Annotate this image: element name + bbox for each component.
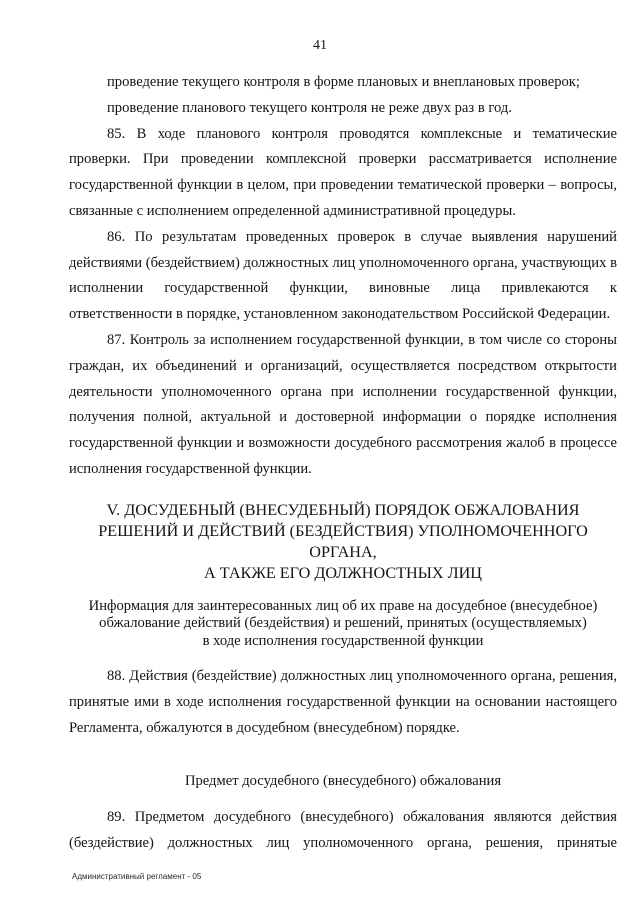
- document-body: [69, 70, 617, 857]
- subheading-subject: Предмет досудебного (внесудебного) обжалования: [184, 772, 502, 789]
- paragraph-89: 89. Предметом досудебного (внесудебного) обжалования являются действия (бездействие) должностных лиц уполномоченного органа, решения, принятые: [69, 809, 617, 851]
- paragraph-86: 86. По результатам проведенных проверок в случае выявления нарушений действиями (бездействием) должностных лиц уполномоченного органа, участвующих в исполнении государственной функции, виновные лица привлекаются к ответственности в порядке, установленном законодательством Российской Федерации.: [69, 228, 617, 323]
- paragraph-current-control-forms: проведение текущего контроля в форме плановых и внеплановых проверок;: [107, 74, 580, 90]
- section-title-line-3: А ТАКЖЕ ЕГО ДОЛЖНОСТНЫХ ЛИЦ: [204, 563, 482, 582]
- subheading-information-line-3: в ходе исполнения государственной функции: [202, 632, 484, 649]
- paragraph-85: 85. В ходе планового контроля проводятся комплексные и тематические проверки. При проведении комплексной проверки рассматривается исполнение государственной функции в целом, при проведении тематической проверки – вопросы, связанные с исполнением определенной административной процедуры.: [69, 125, 617, 219]
- subheading-information-line-2: обжалование действий (бездействия) и решений, принятых (осуществляемых): [99, 615, 587, 632]
- section-title-line-2: РЕШЕНИЙ И ДЕЙСТВИЙ (БЕЗДЕЙСТВИЯ) УПОЛНОМОЧЕННОГО ОРГАНА,: [98, 521, 588, 561]
- page-number: 41: [313, 38, 327, 53]
- paragraph-planned-control-frequency: проведение планового текущего контроля не реже двух раз в год.: [107, 99, 512, 116]
- section-title: [69, 500, 617, 584]
- footer-regulation-label: Административный регламент - 05: [72, 872, 202, 881]
- subheading-information-line-1: Информация для заинтересованных лиц об их праве на досудебное (внесудебное): [88, 597, 598, 614]
- paragraph-87: 87. Контроль за исполнением государственной функции, в том числе со стороны граждан, их объединений и организаций, осуществляется посредством открытости деятельности уполномоченного органа при исполнении государственной функции, получения полной, актуальной и достоверной информации о порядке исполнения государственной функции и возможности досудебного рассмотрения жалоб в процессе исполнения государственной функции.: [69, 331, 617, 477]
- paragraph-88: 88. Действия (бездействие) должностных лиц уполномоченного органа, решения, принятые ими в ходе исполнения государственной функции на основании настоящего Регламента, обжалуются в досудебном (внесудебном) порядке.: [69, 668, 617, 736]
- section-title-line-1: V. ДОСУДЕБНЫЙ (ВНЕСУДЕБНЫЙ) ПОРЯДОК ОБЖАЛОВАНИЯ: [106, 500, 580, 519]
- subheading-information: [69, 598, 617, 651]
